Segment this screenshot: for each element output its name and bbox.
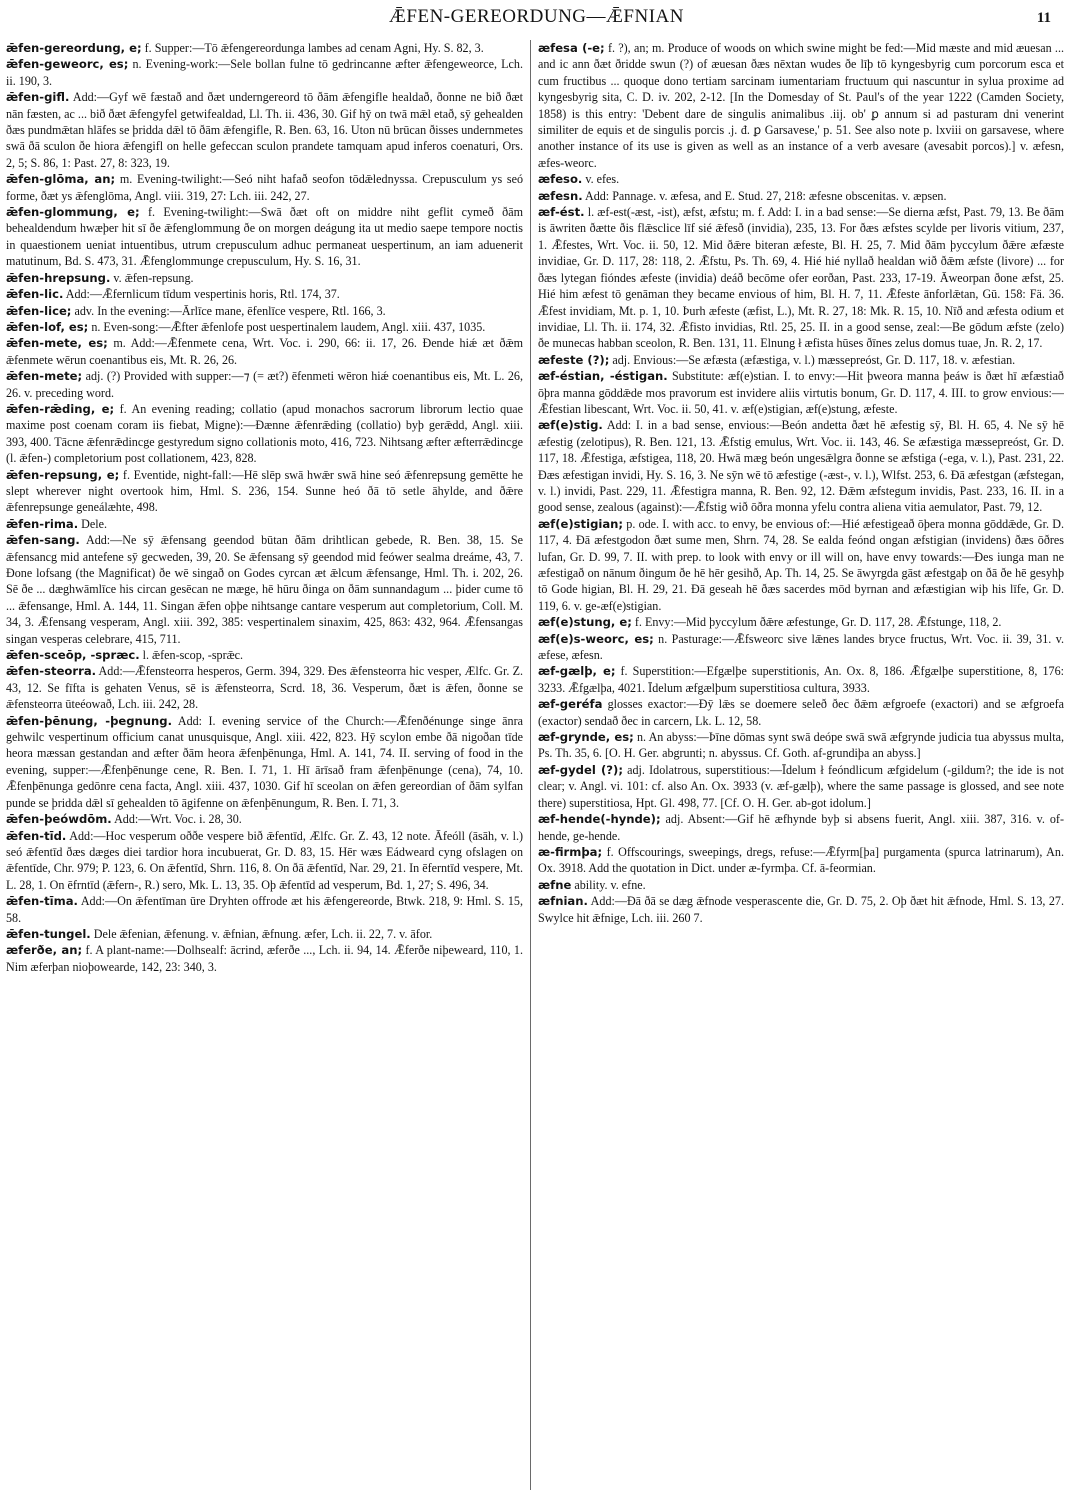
entry-definition: m. Evening-twilight:—Seó niht hafað seofon tōdǣlednyssa. Crepusculum ys seó forme, ðæt ys ǣfenglōma, Angl. viii. 319, 27: Lch. iii. 242, 27. — [6, 172, 523, 203]
entry-definition: f. Envy:—Mid þyccylum ðǣre æfestunge, Gr. D. 117, 28. Ǣfstunge, 118, 2. — [631, 615, 1002, 630]
entry-definition: adv. In the evening:—Ārlīce mane, ēfenlīce vespere, Rtl. 166, 3. — [71, 303, 386, 318]
entry-headword: æf(e)s-weorc, es; — [538, 631, 654, 646]
entry-definition: adj. Envious:—Se æfæsta (æfæstiga, v. l.) mæssepreóst, Gr. D. 117, 18. v. æfestian. — [609, 352, 1016, 367]
left-column — [6, 40, 523, 1490]
dictionary-entry — [538, 696, 1064, 729]
dictionary-entry — [6, 368, 523, 401]
entry-definition: v. efes. — [582, 172, 620, 187]
dictionary-entry — [538, 368, 1064, 417]
dictionary-entry — [6, 516, 523, 532]
entry-definition: adj. Absent:—Gif hē æfhynde byþ si absens fuerit, Angl. xiii. 387, 316. v. of-hende, ge-hende. — [538, 812, 1064, 843]
entry-headword: æf-geréfa — [538, 697, 603, 712]
dictionary-entry — [538, 352, 1064, 368]
entry-definition: f. Supper:—Tō ǣfengereordunga lambes ad cenam Agni, Hy. S. 82, 3. — [141, 41, 484, 55]
dictionary-entry — [538, 40, 1064, 171]
dictionary-entry — [6, 303, 523, 319]
dictionary-entry — [538, 204, 1064, 352]
entry-definition: m. Add:—Ǣfenmete cena, Wrt. Voc. i. 290, 66: ii. 17, 26. Ðende hiǽ æt ðǣm ǣfenmete wērun coenantibus eis, Mt. R. 26, 26. — [6, 336, 523, 367]
entry-headword: æfeste (?); — [538, 352, 610, 367]
entry-definition: n. An abyss:—Þīne dōmas synt swā deópe swā swā æfgrynde judicia tua abyssus multa, Ps. Th. 35, 6. [O. H. Ger. abgrunti; n. abyssus. Cf. Goth. af-grundiþa an abyss.] — [538, 730, 1064, 761]
entry-headword: ǣfen-sang. — [6, 533, 80, 548]
dictionary-entry — [538, 631, 1064, 664]
entry-definition: Add: I. in a bad sense, envious:—Beón andetta ðæt hē æfestig sȳ, Bl. H. 65, 4. Ne sȳ hē æfestig (zelotipus), R. Ben. 121, 13. Ǣfstig emulus, Wrt. Voc. ii. 143, 46. Se æfæstiga mæssepreóst, Gr. D. 117, 18. Ǣfestiga, æfstigea, 118, 20. Hwā mæg beón ungesǣlgra ðonne se æfstiga (-ega, v. l.), Past. 231, 22. Ðæs æfestigan invidi, Hy. S. 16, 3. Ne sȳn wē tō æfestige (-æst-, v. l.), Wlfst. 253, 6. Ðā æfestgan (æfstegan, v. l.) invidi, Past. 229, 11. Ǣfestigra manna, R. Ben. 92, 12. Ðǣm æfstegum invidis, Past. 233, 16. II. in a good sense, zealous (against):—Ǣfstig wið ōðra monna yfelu contra aliena vitia aemulator, Past. 79, 12. — [538, 418, 1064, 515]
entry-headword: æf(e)stig. — [538, 418, 603, 433]
entry-headword: ǣfen-lof, es; — [6, 319, 89, 334]
dictionary-entry — [6, 532, 523, 647]
entry-headword: ǣfen-hrepsung. — [6, 270, 111, 285]
entry-headword: æ-firmþa; — [538, 844, 603, 859]
entry-definition: adj. Idolatrous, superstitious:—Īdelum ł feóndlicum æfgidelum (-gildum?; the ide is not clear; v. Angl. vi. 101: cf. also An. Ox. 3933 (v. æf-gælþ), where the same passage is glossed, and see note there) superstitiosa, Hpt. Gl. 498, 77. [Cf. O. H. Ger. ab-got idolum.] — [538, 762, 1064, 810]
dictionary-entry — [538, 811, 1064, 844]
entry-headword: ǣfen-glōma, an; — [6, 172, 116, 187]
entry-headword: æf-éstian, -éstigan. — [538, 369, 668, 384]
entry-headword: æfne — [538, 877, 572, 892]
right-column — [538, 40, 1064, 1490]
entry-headword: æf(e)stung, e; — [538, 615, 632, 630]
entry-headword: æf-gydel (?); — [538, 762, 623, 777]
entry-definition: Add: I. evening service of the Church:—Ǣfenðénunge singe ānra gehwilc vespertinum officium canat unusquisque, Angl. xiii. 422, 823. Hȳ scylon embe ðā nigoðan tīde heora mæssan gestandan and æfter ðām heora ǣfenþēnunga, Hml. A. 141, 74. II. serving of food in the evening, supper:—Ǣfenþēnunge cene, R. Ben. I. 71, 1. Hī ārīsað fram ǣfenþēnunge (cena), 74, 10. Ǣfenþēnunga gedōnre cena facta, Angl. xiii. 437, 1030. Gif hī sceolan on ǣfen gereordian of ðām sylfan punde se þridda dǣl sī gehealden tō āgifenne on ǣfenþēnungum, R. Ben. I. 71, 3. — [6, 713, 523, 810]
dictionary-entry — [538, 614, 1064, 630]
dictionary-entry — [6, 828, 523, 894]
entry-definition: Add:—Gyf wē fæstað and ðæt underngereord tō ðām ǣfengifle healdað, ðonne ne bið ðæt nān fæsten, ac ... bið ðæt ǣfengyfel getwifealdad, Ll. Th. ii. 436, 30. Gif hȳ on twā mǣl etað, sȳ gehealden ðæs pundmǣtan hlāfes se þridda dǣl tō ðām ǣfengifle, R. Ben. 63, 16. Uton nū brūcan ðisses undernmetes swā ðā sculon ðe hiora ǣfengifl on helle gefeccan sculon prandete tamquam apud inferos coenaturi, Ors. 2, 5; S. 86, 1: Past. 27, 8: 323, 19. — [6, 90, 523, 170]
entry-definition: l. æf-est(-æst, -ist), æfst, æfstu; m. f. Add: I. in a bad sense:—Se dierna æfst, Past. 79, 13. Be ðām is āwriten ðætte ðis flǣsclice līf sié ǣfesð (invidia), 235, 13. For ðæs æfstes scylde per livoris vitium, 237, 1. Ǣfestes, Wrt. Voc. ii. 50, 12. Mid ðǣre biteran æfeste, Bl. H. 25, 7. Mid ðām þyccylum ðǣre æfæste invidiae, Gr. D. 117, 28: 118, 2. Ǣfstu, Ps. Th. 69, 4. Hié hié nyllað healdan wið ðǣm æfste (livore) ... for ðæs lytegan fióndes æfeste (invidia) deáð becōme ofer eorðan, Past. 233, 17-19. Āweorpan ðone æfst, 25. Hié him æfest tō genāman they became envious of him, Bl. H. 7, 11. Ǣfeste ānforlǣtan, Gū. 158: Fä. 36. Ǣfest invidiam, Mt. p. 1, 10. Þurh æfeste (æfist, L.), Mt. R. 27, 18: Mk. R. 15, 10. Nīð and æfesta odium et invidiae, Ll. Th. ii. 174, 32. Ǣfisto invidias, Rtl. 25, 25. II. in a good sense, zeal:—Be gōdum æfste (zelo) ðe munecas habban sceolon, R. Ben. 131, 11. Elnung ł æfista hūses ðīnes zelus domus tuae, Jn. R. 2, 17. — [538, 205, 1064, 351]
entry-definition: f. An evening reading; collatio (apud monachos sacrorum librorum lectio quae maxime post coenam coram iis fiebat, Migne):—Ðænne ǣfenrǣding (collatio) byþ gerǣdd, Angl. xiii. 393, 400. Tācne ǣfenrǣdincge gestyredum signo collationis moto, 416, 723. Nihtsang æfter æfterrǣdincge (l. ǣfen-) completorium post collationem, 423, 828. — [6, 401, 523, 466]
entry-definition: v. ǣfen-repsung. — [110, 270, 194, 285]
entry-definition: f. Superstition:—Efgælþe superstitionis, An. Ox. 8, 186. Ǣfgælþe superstitione, 8, 176: 3233. Ǣfgælþa, 4021. Īdelum æfgælþum superstitiosa cultura, 3933. — [538, 664, 1064, 695]
entry-definition: Add:—Hoc vesperum oððe vespere bið ǣfentīd, Ælfc. Gr. Z. 43, 12 note. Āfeóll (āsāh, v. l.) seó ǣfentīd ðæs dæges diei tardior hora incubuerat, Gr. D. 83, 15. Hēr wæs Eádweard cyng ofslagen on ǣfentīde, Chr. 979; P. 123, 6. On ǣfentīd, Shrn. 116, 8. On ðā ǣfentīd, Nar. 29, 21. In ēferntīd vespere, Mt. L. 28, 1. On ēfrntīd (ǣfern-, R.) sero, Mk. L. 13, 35. Oþ ǣfentīd ad vesperum, Bd. 1, 27; S. 496, 34. — [6, 828, 523, 892]
column-divider — [530, 40, 531, 1490]
dictionary-entry — [6, 401, 523, 467]
entry-definition: f. Eventide, night-fall:—Hē slēp swā hwǣr swā hine seó ǣfenrepsung gemētte he slept wherever night overtook him, Hml. S. 236, 154. Sunne heó ðā tō setle āhylde, and ðǣre ǣfenrepsunge geneálæhte, 498. — [6, 467, 523, 515]
dictionary-entry — [538, 877, 1064, 893]
entry-headword: æfeso. — [538, 172, 583, 187]
entry-definition: f. A plant-name:—Dolhsealf: ācrind, æferðe ..., Lch. ii. 94, 14. Ǣferðe niþeweard, 110, 1. Nim æferþan nioþowearde, 142, 23: 340, 3. — [6, 943, 523, 974]
entry-headword: ǣfen-tīd. — [6, 828, 67, 843]
entry-headword: æfesn. — [538, 188, 583, 203]
entry-headword: ǣfen-glommung, e; — [6, 205, 140, 220]
entry-headword: æfesa (-e; — [538, 41, 605, 55]
dictionary-entry — [6, 270, 523, 286]
entry-headword: ǣfen-tīma. — [6, 894, 78, 909]
entry-headword: ǣfen-lic. — [6, 287, 64, 302]
entry-definition: f. Offscourings, sweepings, dregs, refuse:—Ǣfyrm[þa] purgamenta (spurca latrinarum), An. Ox. 3918. Add the quotation in Dict. under æ-fyrmþa. Cf. ā-feormian. — [538, 844, 1064, 876]
entry-headword: æf-grynde, es; — [538, 730, 634, 745]
entry-definition: n. Evening-work:—Sele bollan fulne tō gedrincanne æfter ǣfengeweorce, Lch. ii. 190, 3. — [6, 57, 523, 88]
entry-headword: æf-ést. — [538, 205, 585, 220]
entry-definition: adj. (?) Provided with supper:—⁊ (= æt?) ēfenmeti wēron hiǽ coenantibus eis, Mt. L. 26, 26. v. preceding word. — [6, 369, 523, 400]
dictionary-entry — [6, 319, 523, 335]
dictionary-entry — [6, 713, 523, 811]
entry-definition: Add:—Ǣfensteorra hesperos, Germ. 394, 329. Ðes ǣfensteorra hic vesper, Ælfc. Gr. Z. 43, 12. Se fīfta is gehaten Venus, sē is ǣfensteorra, Scrd. 18, 36. Vesperum, ðæt is ǣfen, ðonne se ǣfensteorra ūteéowað, Lch. iii. 242, 28. — [6, 664, 523, 712]
entry-definition: f. ?), an; m. Produce of woods on which swine might be fed:—Mid mæste and mid æuesan ... and ic ann ðæt ðridde swun (?) of æuesan ðæs nēxtan wudes ðe līþ tō kyngesbyrig cum porcorum esca et cum fructibus ... quoque dono tertiam sarcinam iumentariam fructuum qui nascuntur in sylua proxime ad kyngesbyrig sita, C. D. iv. 202, 2-12. [In the Domesday of St. Paul's of the year 1222 (Camden Society, 1858) is this entry: 'Debent dare de singulis animalibus .iij. ob' ꝑ annum si ad pasturam dni venerint similiter de equis et de singulis porcis .j. đ. ꝑ Garsavese,' p. 51. See also note p. lxviii on garsavese, where another instance of its use is given as well as an instance of a verb avesare (avesabit porcos).] v. æfesn, æfes-weorc. — [538, 41, 1064, 170]
dictionary-entry — [6, 467, 523, 516]
entry-definition: Add:—Ðā ðā se dæg ǣfnode vesperascente die, Gr. D. 75, 2. Oþ ðæt hit ǣfnode, Hml. S. 13, 27. Swylce hit ǣfnige, Lch. iii. 260 7. — [538, 894, 1064, 925]
entry-headword: ǣfen-lice; — [6, 303, 72, 318]
dictionary-entry — [6, 893, 523, 926]
dictionary-entry — [6, 204, 523, 270]
entry-headword: ǣfen-geweorc, es; — [6, 57, 129, 72]
dictionary-entry — [538, 729, 1064, 762]
entry-headword: ǣfen-gifl. — [6, 90, 70, 105]
entry-headword: ǣfen-rima. — [6, 516, 79, 531]
entry-headword: æf(e)stigian; — [538, 516, 624, 531]
entry-definition: Add: Pannage. v. æfesa, and E. Stud. 27, 218: æfesne obscenitas. v. æpsen. — [582, 188, 947, 203]
entry-definition: l. ǣfen-scop, -sprǣc. — [139, 648, 244, 663]
dictionary-entry — [538, 762, 1064, 811]
entry-headword: æfnian. — [538, 894, 588, 909]
entry-definition: n. Even-song:—Ǣfter ǣfenlofe post uespertinalem laudem, Angl. xiii. 437, 1035. — [88, 319, 486, 334]
entry-definition: f. Evening-twilight:—Swā ðæt oft on middre niht geflit cymeð ðām behealdendum hwæþer hit sī ðe ǣfenglommung ðe on morgen deágung ita ut medio saepe tempore noctis in quaestionem ueniat intuentibus, utrum crepusculum adhuc permaneat uespertinum, an iam aduenerit matutinum, Bd. S. 473, 31. Ǣfenglommunge crepusculum, Hy. S. 16, 31. — [6, 205, 523, 269]
entry-definition: ability. v. efne. — [571, 877, 646, 892]
entry-headword: æf-gælþ, e; — [538, 664, 616, 679]
entry-definition: Dele ǣfenian, ǣfenung. v. ǣfnian, ǣfnung. æfer, Lch. ii. 22, 7. v. āfor. — [90, 926, 433, 941]
entry-headword: ǣfen-tungel. — [6, 926, 91, 941]
entry-headword: æf-hende(-hynde); — [538, 812, 661, 827]
dictionary-entry — [538, 171, 1064, 187]
entry-definition: Substitute: æf(e)stian. I. to envy:—Hit þweora manna þeáw is ðæt hī æfæstiað ōþra manna gōddǣde mos pravorum est invidere aliis virtutis bonum, Gr. D. 117, 4. III. to grow envious:—Ǣfestian libescant, Wrt. Voc. ii. 50, 41. v. æf(e)stigian, æf(e)stung, æfeste. — [538, 369, 1064, 416]
entry-definition: Add:—Ǣfernlicum tīdum vespertinis horis, Rtl. 174, 37. — [63, 287, 340, 302]
dictionary-entry — [538, 844, 1064, 877]
dictionary-entry — [538, 188, 1064, 204]
dictionary-entry — [6, 89, 523, 171]
running-head: ǢFEN-GEREORDUNG—ǢFNIAN — [389, 6, 684, 27]
dictionary-entry — [6, 811, 523, 827]
page-header — [0, 6, 1073, 32]
entry-headword: ǣfen-sceōp, -spræc. — [6, 648, 140, 663]
dictionary-entry — [6, 40, 523, 56]
dictionary-entry — [6, 56, 523, 89]
entry-headword: ǣfen-mete; — [6, 369, 83, 384]
dictionary-entry — [538, 417, 1064, 515]
entry-headword: ǣfen-gereordung, e; — [6, 41, 142, 55]
dictionary-entry — [6, 663, 523, 712]
entry-definition: Add:—Ne sȳ ǣfensang geendod būtan ðām drihtlican gebede, R. Ben. 38, 15. Se ǣfensancg mid antefene sȳ gecweden, 39, 20. Se ǣfensang sȳ geendod mid feówer sealma dreáme, 43, 7. Ðone lofsang (the Magnificat) ðe wē singað on Godes cyrcan æt ǣlcum ǣfensange, Hml. Th. i. 202, 26. Sē ðe ... dæghwāmlīce his circan gesēcan ne mæge, hē hūru ðinga on ðām sunnandagum ... þider cume tō ... ǣfensange, Hml. A. 144, 11. Singan ǣfen oþþe nihtsange cantare vesperum aut completorium, Coll. M. 34, 3. Ǣfensang vesperam, Angl. xiii. 392, 385: vespertinalem sinaxim, 425, 863: 432, 964. Ǣfensangas singan vesperas celebrare, 415, 711. — [6, 533, 523, 646]
entry-definition: Add:—On ǣfentīman ūre Dryhten offrode æt his ǣfengereorde, Btwk. 218, 9: Hml. S. 15, 58. — [6, 894, 523, 925]
entry-headword: ǣfen-rǣding, e; — [6, 401, 115, 416]
entry-definition: n. Pasturage:—Ǣfsweorc sive lǣnes landes bryce fructus, Wrt. Voc. ii. 39, 31. v. æfese, æfesn. — [538, 631, 1064, 663]
dictionary-entry — [6, 171, 523, 204]
page-number: 11 — [1036, 10, 1051, 26]
entry-definition: Dele. — [78, 516, 108, 531]
dictionary-entry — [538, 663, 1064, 696]
dictionary-entry — [538, 516, 1064, 614]
entry-headword: ǣfen-repsung, e; — [6, 467, 120, 482]
dictionary-entry — [6, 647, 523, 663]
entry-headword: ǣfen-þeówdōm. — [6, 812, 112, 827]
dictionary-entry — [6, 942, 523, 975]
entry-definition: p. ode. I. with acc. to envy, be envious of:—Hié æfestigeað ōþera monna gōddǣde, Gr. D. 117, 4. Ðā æfestgodon ðæt sume men, Shrn. 74, 28. Se ealda feónd ongan æfstigian (invidens) ðæs ōðres lufan, Gr. D. 99, 7. II. with prep. to look with envy or ill will on, have envy towards:—Ðes iunga man ne æfestigað on nānum ðingum ðe hē hēr gesihð, Ap. Th. 14, 25. Se āwyrgda gāst æfestgaþ on ðā ðe hē gesyhþ tō Gode higian, Bl. H. 29, 21. Ðā geseah hē ðæs sacerdes mōd byrnan and æfæstigian wiþ his līfe, Gr. D. 119, 6. v. ge-æf(e)stigian. — [538, 516, 1064, 613]
dictionary-entry — [538, 893, 1064, 926]
entry-headword: æferðe, an; — [6, 943, 83, 958]
dictionary-entry — [6, 286, 523, 302]
entry-headword: ǣfen-þēnung, -þegnung. — [6, 713, 172, 728]
entry-headword: ǣfen-steorra. — [6, 664, 97, 679]
dictionary-entry — [6, 926, 523, 942]
dictionary-entry — [6, 335, 523, 368]
entry-definition: glosses exactor:—Ðȳ lǣs se doemere seleð ðec ðǣm æfgroefe (exactori) and se æfgroefa (exactor) sendað ðec in carcern, Lk. L. 12, 58. — [538, 697, 1064, 728]
entry-headword: ǣfen-mete, es; — [6, 336, 108, 351]
entry-definition: Add:—Wrt. Voc. i. 28, 30. — [111, 812, 242, 827]
